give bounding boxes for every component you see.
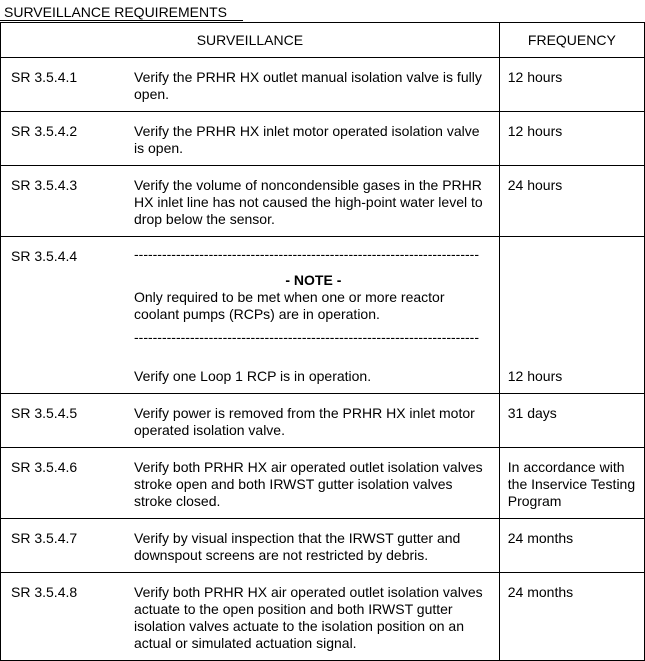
- frequency-column-header: FREQUENCY: [499, 23, 644, 58]
- surveillance-cell: [1, 394, 500, 448]
- sr-number: SR 3.5.4.1: [11, 69, 78, 85]
- note-separator-bottom: --------------------------------------------------------------------------: [134, 331, 479, 345]
- frequency-value: 12 hours: [507, 69, 563, 85]
- frequency-cell: [499, 58, 644, 112]
- sr-description: Verify power is removed from the PRHR HX inlet motor operated isolation valve.: [134, 405, 475, 438]
- table-row: [1, 519, 645, 573]
- frequency-cell: [499, 573, 644, 661]
- title-underline: [0, 20, 243, 21]
- sr-number: SR 3.5.4.2: [11, 123, 78, 139]
- sr-description: Verify the volume of noncondensible gases in the PRHR HX inlet line has not caused the high-point water level to drop below the sensor.: [134, 177, 483, 227]
- surveillance-cell: [1, 58, 500, 112]
- table-row: [1, 112, 645, 166]
- table-row-with-note: [1, 237, 645, 394]
- note-text: Only required to be met when one or more reactor coolant pumps (RCPs) are in operation.: [134, 289, 445, 322]
- note-separator-top: --------------------------------------------------------------------------: [134, 248, 479, 262]
- table-row: [1, 448, 645, 519]
- frequency-value: 12 hours: [507, 123, 563, 139]
- sr-description: Verify by visual inspection that the IRWST gutter and downspout screens are not restricted by debris.: [134, 530, 461, 563]
- sr-description: Verify both PRHR HX air operated outlet isolation valves stroke open and both IRWST gutter isolation valves stroke closed.: [134, 459, 483, 509]
- table-row: [1, 58, 645, 112]
- frequency-value: 24 months: [507, 584, 574, 600]
- sr-number: SR 3.5.4.8: [11, 584, 78, 600]
- table-header-row: [1, 23, 645, 58]
- surveillance-cell: [1, 448, 500, 519]
- surveillance-table: [0, 22, 645, 661]
- frequency-cell: [499, 237, 644, 394]
- frequency-value: 24 months: [507, 530, 574, 546]
- surveillance-cell: [1, 166, 500, 237]
- sr-description: Verify the PRHR HX outlet manual isolation valve is fully open.: [134, 69, 482, 102]
- surveillance-cell: [1, 237, 500, 394]
- table-row: [1, 573, 645, 661]
- frequency-cell: [499, 166, 644, 237]
- sr-number: SR 3.5.4.4: [11, 248, 78, 264]
- note-title: - NOTE -: [285, 272, 342, 288]
- table-row: [1, 394, 645, 448]
- sr-number: SR 3.5.4.3: [11, 177, 78, 193]
- surveillance-cell: [1, 519, 500, 573]
- surveillance-column-header: SURVEILLANCE: [1, 23, 500, 58]
- sr-description: Verify both PRHR HX air operated outlet isolation valves actuate to the open position and both IRWST gutter isolation valves actuate to the isolation position on an actual or simulated actuation signal.: [134, 584, 483, 651]
- frequency-cell: [499, 112, 644, 166]
- frequency-cell: [499, 448, 644, 519]
- frequency-value: 24 hours: [507, 177, 563, 193]
- table-row: [1, 166, 645, 237]
- frequency-cell: [499, 394, 644, 448]
- sr-number: SR 3.5.4.5: [11, 405, 78, 421]
- frequency-value: 31 days: [507, 405, 557, 421]
- frequency-value: 12 hours: [507, 368, 563, 384]
- sr-number: SR 3.5.4.7: [11, 530, 78, 546]
- surveillance-cell: [1, 112, 500, 166]
- frequency-value: In accordance with the Inservice Testing Program: [507, 459, 636, 509]
- sr-description: [134, 237, 499, 393]
- frequency-cell: [499, 519, 644, 573]
- surveillance-cell: [1, 573, 500, 661]
- sr-description: Verify the PRHR HX inlet motor operated isolation valve is open.: [134, 123, 480, 156]
- sr-verify-text: Verify one Loop 1 RCP is in operation.: [134, 368, 372, 384]
- sr-number: SR 3.5.4.6: [11, 459, 78, 475]
- section-title: SURVEILLANCE REQUIREMENTS: [4, 4, 228, 20]
